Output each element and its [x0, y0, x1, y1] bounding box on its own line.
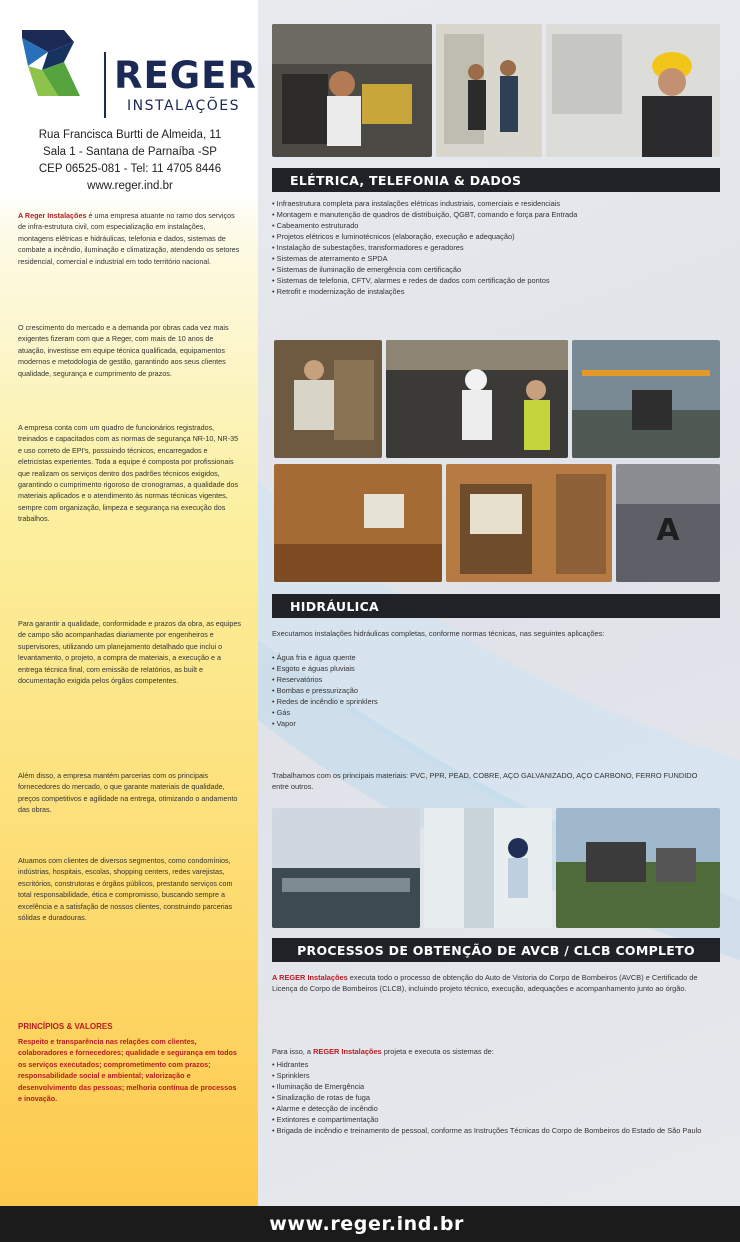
footer-bar	[0, 1206, 740, 1242]
logo-divider	[104, 52, 106, 118]
principles-text	[18, 1036, 242, 1104]
list-item-text: Sistemas de telefonia, CFTV, alarmes e redes de dados com certificação de pontos	[276, 276, 550, 285]
principles-title: PRINCÍPIOS & VALORES	[18, 1022, 113, 1031]
list-item-text: Água fria e água quente	[276, 653, 356, 662]
list-item: • Projetos elétricos e luminotécnicos (elaboração, execução e adequação)	[272, 232, 515, 241]
avcb-list	[272, 1059, 720, 1136]
list-item-text: Redes de incêndio e sprinklers	[276, 697, 378, 706]
avcb-lead-a: Para isso, a	[272, 1047, 314, 1056]
list-item: • Sistemas de aterramento e SPDA	[272, 254, 388, 263]
installation-photo-4	[274, 464, 442, 582]
list-item: • Alarme e detecção de incêndio	[272, 1104, 378, 1113]
list-item-text: Gás	[276, 708, 291, 717]
hidraulica-list	[272, 652, 720, 729]
paragraph-lead: A Reger Instalações	[18, 211, 87, 220]
list-item: • Brigada de incêndio e treinamento de pessoal, conforme as Instruções Técnicas do Corpo de Bombeiros do Estado de São Paulo	[272, 1126, 702, 1135]
svg-text:A: A	[656, 513, 680, 548]
avcb-lead-c: projeta e executa os sistemas de:	[381, 1047, 494, 1056]
list-item: • Sinalização de rotas de fuga	[272, 1093, 370, 1102]
avcb-intro-lead: A REGER Instalações	[272, 973, 348, 982]
list-item: • Sistemas de telefonia, CFTV, alarmes e redes de dados com certificação de pontos	[272, 276, 550, 285]
list-item-text: Alarme e detecção de incêndio	[276, 1104, 378, 1113]
paragraph-text: Além disso, a empresa mantém parcerias com os principais fornecedores do mercado, o que garante materiais de qualidade, preços competitivos e agilidade na entrega, otimizando o andamento das obras.	[18, 771, 238, 815]
project-photo-2	[424, 808, 552, 928]
left-paragraph-5	[18, 770, 242, 816]
list-item-text: Reservatórios	[276, 675, 323, 684]
left-column	[0, 0, 258, 1206]
list-item-text: Hidrantes	[276, 1060, 309, 1069]
list-item: • Gás	[272, 708, 291, 717]
section-title-eletrica: ELÉTRICA, TELEFONIA & DADOS	[272, 168, 720, 192]
left-paragraph-4	[18, 618, 242, 686]
list-item-text: Cabeamento estruturado	[276, 221, 359, 230]
list-item: • Sistemas de iluminação de emergência com certificação	[272, 265, 462, 274]
project-photo-1	[272, 808, 420, 928]
eletrica-list	[272, 198, 720, 297]
installation-photo-2	[386, 340, 568, 458]
paragraph-text: é uma empresa atuante no ramo dos serviços de infra-estrutura civil, com especialização em instalações, montagens elétricas e hidráulicas, telefonia e dados, sistemas de combate a incêndio, iluminação e climatização, atendendo os setores residencial, comercial e industrial em todo território nacional.	[18, 211, 240, 266]
list-item: • Cabeamento estruturado	[272, 221, 359, 230]
company-logo	[18, 22, 257, 114]
paragraph-text: A empresa conta com um quadro de funcionários registrados, treinados e capacitados com as normas de segurança NR-10, NR-35 e uso correto de EPI's, possuindo técnicos, encarregados e eletricistas experientes. Toda a equipe é composta por profissionais que realizam os serviços dentro dos padrões técnicos exigidos, garantindo o cumprimento rigoroso de cronogramas, a qualidade dos materiais aplicados e o atendimento às normas técnicas vigentes, sempre com organização, limpeza e segurança na execução dos trabalhos.	[18, 423, 239, 524]
list-item-text: Sinalização de rotas de fuga	[276, 1093, 370, 1102]
list-item: • Bombas e pressurização	[272, 686, 358, 695]
electrician-photo-1	[272, 24, 432, 157]
list-item-text: Infraestrutura completa para instalações elétricas industriais, comerciais e residenciais	[276, 199, 561, 208]
list-item-text: Sistemas de aterramento e SPDA	[276, 254, 388, 263]
list-item: • Retrofit e modernização de instalações	[272, 287, 405, 296]
list-item: • Sprinklers	[272, 1071, 310, 1080]
electrician-photo-3	[546, 24, 720, 157]
paragraph-text: Para garantir a qualidade, conformidade e prazos da obra, as equipes de campo são acompanhadas diariamente por engenheiros e supervisores, utilizando um planejamento detalhado que inclui o levantamento, o projeto, a compra de materiais, a execução e a entrega técnica final, com emissão de relatórios, as built e documentação exigida pelos órgãos competentes.	[18, 619, 241, 686]
list-item-text: Extintores e compartimentação	[276, 1115, 379, 1124]
hidraulica-note: Trabalhamos com os principais materiais: PVC, PPR, PEAD, COBRE, AÇO GALVANIZADO, AÇO CARBONO, FERRO FUNDIDO entre outros.	[272, 771, 698, 791]
paragraph-text: O crescimento do mercado e a demanda por obras cada vez mais exigentes fizeram com que a Reger, com mais de 10 anos de atuação, investisse em equipe técnica qualificada, equipamentos modernos e metodologia de gestão, garantindo aos seus clientes qualidade, segurança e cumprimento de prazos.	[18, 323, 229, 378]
list-item: • Instalação de subestações, transformadores e geradores	[272, 243, 464, 252]
list-item-text: Iluminação de Emergência	[276, 1082, 365, 1091]
list-item-text: Projetos elétricos e luminotécnicos (elaboração, execução e adequação)	[276, 232, 515, 241]
list-item: • Extintores e compartimentação	[272, 1115, 379, 1124]
list-item-text: Esgoto e águas pluviais	[276, 664, 355, 673]
list-item: • Iluminação de Emergência	[272, 1082, 365, 1091]
avcb-intro	[272, 972, 712, 994]
list-item: • Hidrantes	[272, 1060, 309, 1069]
installation-photo-6	[616, 464, 720, 582]
list-item-text: Sistemas de iluminação de emergência com certificação	[276, 265, 462, 274]
address-line-3: CEP 06525-081 - Tel: 11 4705 8446	[38, 163, 222, 175]
list-item-text: Instalação de subestações, transformadores e geradores	[276, 243, 464, 252]
list-item: • Esgoto e águas pluviais	[272, 664, 355, 673]
list-item-text: Bombas e pressurização	[276, 686, 358, 695]
list-item-text: Vapor	[276, 719, 296, 728]
list-item-text: Retrofit e modernização de instalações	[276, 287, 405, 296]
installation-photo-1	[274, 340, 382, 458]
section-title-hidraulica: HIDRÁULICA	[272, 594, 720, 618]
footer-website-link[interactable]: www.reger.ind.br	[269, 1213, 464, 1235]
list-item-text: Sprinklers	[276, 1071, 310, 1080]
address-line-1: Rua Francisca Burtti de Almeida, 11	[38, 129, 222, 141]
list-item-text: Brigada de incêndio e treinamento de pessoal, conforme as Instruções Técnicas do Corpo de Bombeiros do Estado de São Paulo	[276, 1126, 702, 1135]
list-item: • Água fria e água quente	[272, 653, 356, 662]
avcb-lead-b: REGER Instalações	[313, 1047, 382, 1056]
paragraph-text: Atuamos com clientes de diversos segmentos, como condomínios, indústrias, hospitais, escolas, shopping centers, redes varejistas, escritórios, construtoras e órgãos públicos, prestando serviços com total responsabilidade, ética e compromisso, buscando sempre a excelência e a satisfação de nossos clientes, construindo parcerias sólidas e duradouras.	[18, 856, 233, 923]
hidraulica-intro: Executamos instalações hidráulicas completas, conforme normas técnicas, nas seguintes aplicações:	[272, 629, 605, 638]
list-item: • Infraestrutura completa para instalações elétricas industriais, comerciais e residenciais	[272, 199, 561, 208]
principles-body: Respeito e transparência nas relações com clientes, colaboradores e fornecedores; qualidade e segurança em todos os serviços executados; comprometimento com prazos; responsabilidade social e ambiental; valorização e desenvolvimento das pessoas; melhoria contínua de processos e inovação.	[18, 1037, 237, 1104]
address-website: www.reger.ind.br	[87, 180, 173, 192]
left-paragraph-2	[18, 322, 242, 379]
section-title-avcb: PROCESSOS DE OBTENÇÃO DE AVCB / CLCB COMPLETO	[272, 938, 720, 962]
left-paragraph-6	[18, 855, 242, 923]
list-item: • Redes de incêndio e sprinklers	[272, 697, 378, 706]
project-photo-3	[556, 808, 720, 928]
left-paragraph-1	[18, 210, 242, 267]
list-item-text: Montagem e manutenção de quadros de distribuição, QGBT, comando e força para Entrada	[276, 210, 578, 219]
reger-logo-mark-icon	[18, 22, 84, 102]
avcb-list-lead	[272, 1046, 712, 1057]
list-item: • Vapor	[272, 719, 296, 728]
installation-photo-3	[572, 340, 720, 458]
avcb-intro-text: executa todo o processo de obtenção do Auto de Vistoria do Corpo de Bombeiros (AVCB) e Certificado de Licença do Corpo de Bombeiros (CLCB), incluindo projeto técnico, execução, adequações e acompanhamento junto ao órgão.	[272, 973, 698, 993]
address-line-2: Sala 1 - Santana de Parnaíba -SP	[43, 146, 217, 158]
left-paragraph-3	[18, 422, 242, 525]
installation-photo-5	[446, 464, 612, 582]
list-item: • Montagem e manutenção de quadros de distribuição, QGBT, comando e força para Entrada	[272, 210, 578, 219]
logo-name: REGER	[114, 54, 257, 97]
list-item: • Reservatórios	[272, 675, 323, 684]
logo-subtitle: INSTALAÇÕES	[127, 98, 241, 114]
electrician-photo-2	[436, 24, 542, 157]
